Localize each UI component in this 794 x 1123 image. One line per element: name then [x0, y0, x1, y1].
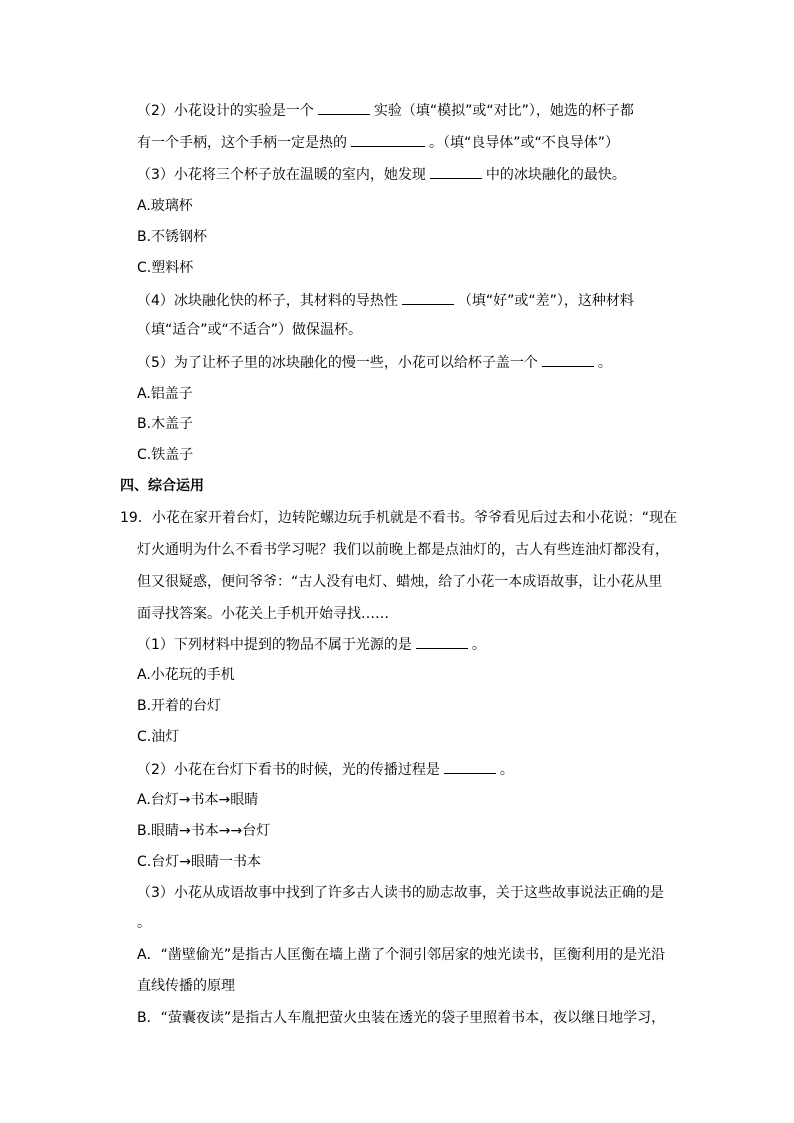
q19-part1-text-b: 。: [471, 637, 486, 653]
q19-part2-option-b[interactable]: B.眼睛→书本→→台灯: [137, 823, 271, 839]
q19-part3-line2: 。: [137, 915, 151, 931]
q19-part3-option-a-line2: 直线传播的原理: [137, 978, 235, 994]
q19-part1-text-a: （1）下列材料中提到的物品不属于光源的是: [137, 637, 412, 653]
q18-part3-option-c[interactable]: C.塑料杯: [137, 260, 194, 276]
q18-part3-text-a: （3）小花将三个杯子放在温暖的室内，她发现: [137, 167, 426, 183]
q19-part2-option-a[interactable]: A.台灯→书本→眼睛: [137, 792, 259, 808]
answer-blank[interactable]: [416, 634, 468, 649]
q19-part1-option-a[interactable]: A.小花玩的手机: [137, 667, 235, 683]
q18-part2-line2: [137, 132, 619, 152]
q18-part4-line2: （填“适合”或“不适合”）做保温杯。: [137, 322, 363, 338]
q19-stem-line4: 面寻找答案。小花关上手机开始寻找……: [137, 606, 389, 622]
answer-blank[interactable]: [444, 759, 496, 774]
q18-part4-text-a: （4）冰块融化快的杯子，其材料的导热性: [137, 293, 398, 309]
q18-part5-option-b[interactable]: B.木盖子: [137, 416, 194, 432]
q18-part2-text-d: 。（填“良导体”或“不良导体”）: [429, 135, 620, 151]
q19-stem-line3: 但又很疑惑，便问爷爷：“古人没有电灯、蜡烛，给了小花一本成语故事，让小花从里: [137, 574, 663, 590]
q18-part2-text-b: 实验（填“模拟”或“对比”），她选的杯子都: [373, 103, 634, 119]
q19-part2-line: [137, 759, 514, 779]
answer-blank[interactable]: [430, 164, 482, 179]
q18-part2-text-a: （2）小花设计的实验是一个: [137, 103, 314, 119]
q19-stem-line2: 灯火通明为什么不看书学习呢？我们以前晚上都是点油灯的，古人有些连油灯都没有，: [137, 542, 669, 558]
q19-part3-option-b-line1[interactable]: B．“萤囊夜读”是指古人车胤把萤火虫装在透光的袋子里照着书本，夜以继日地学习，: [137, 1010, 666, 1026]
q19-part2-text-b: 。: [499, 762, 514, 778]
q19-part2-option-c[interactable]: C.台灯→眼睛一书本: [137, 854, 261, 870]
q18-part5-option-a[interactable]: A.铝盖子: [137, 386, 193, 402]
answer-blank[interactable]: [351, 132, 425, 147]
answer-blank[interactable]: [542, 352, 594, 367]
q19-part3-option-a-line1[interactable]: A．“凿壁偷光”是指古人匡衡在墙上凿了个洞引邻居家的烛光读书，匡衡利用的是光沿: [137, 947, 666, 963]
q18-part3-option-b[interactable]: B.不锈钢杯: [137, 229, 208, 245]
answer-blank[interactable]: [318, 100, 370, 115]
q19-part2-text-a: （2）小花在台灯下看书的时候，光的传播过程是: [137, 762, 440, 778]
q18-part3-option-a[interactable]: A.玻璃杯: [137, 198, 193, 214]
q18-part4-text-b: （填“好”或“差”），这种材料: [457, 293, 634, 309]
answer-blank[interactable]: [402, 290, 454, 305]
q18-part3-line: [137, 164, 626, 184]
q18-part4-line1: [137, 290, 634, 310]
section-heading: 四、综合运用: [120, 478, 204, 494]
q18-part5-text-a: （5）为了让杯子里的冰块融化的慢一些，小花可以给杯子盖一个: [137, 355, 538, 371]
q18-part5-option-c[interactable]: C.铁盖子: [137, 447, 194, 463]
q19-part1-line: [137, 634, 486, 654]
q18-part5-text-b: 。: [597, 355, 612, 371]
q18-part3-text-b: 中的冰块融化的最快。: [485, 167, 626, 183]
q19-part1-option-b[interactable]: B.开着的台灯: [137, 698, 222, 714]
q19-stem-line1: 19．小花在家开着台灯，边转陀螺边玩手机就是不看书。爷爷看见后过去和小花说：“现在: [120, 510, 678, 526]
q19-part1-option-c[interactable]: C.油灯: [137, 729, 180, 745]
q18-part2-text-c: 有一个手柄，这个手柄一定是热的: [137, 135, 347, 151]
q18-part2-line1: [137, 100, 634, 120]
q19-part3-line1: （3）小花从成语故事中找到了许多古人读书的励志故事，关于这些故事说法正确的是: [137, 885, 664, 901]
q18-part5-line: [137, 352, 612, 372]
